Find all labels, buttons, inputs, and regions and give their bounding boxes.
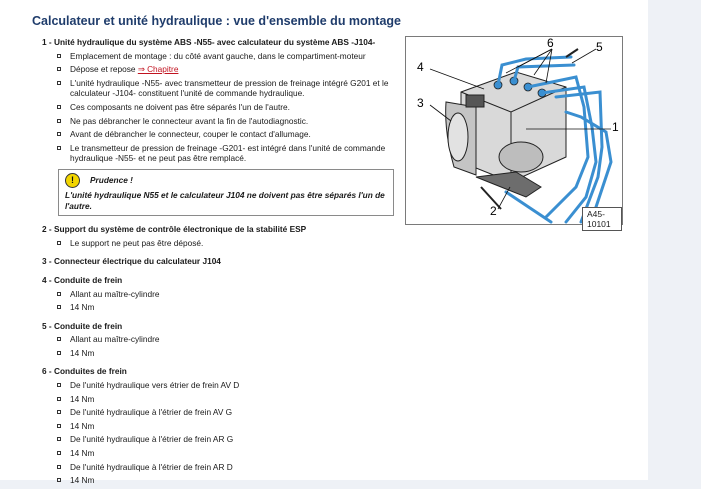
bullet-icon (57, 410, 61, 414)
section-number: 5 - (42, 320, 52, 331)
section-2-heading (42, 224, 404, 235)
section-5-heading (42, 321, 404, 332)
section-1-heading (42, 37, 404, 48)
bullet-icon (57, 146, 61, 150)
list-item: Dépose et repose ⇒ Chapitre (57, 64, 404, 75)
list-item: 14 Nm (57, 448, 404, 459)
bullet-icon (57, 397, 61, 401)
bullet-icon (57, 351, 61, 355)
section-label: Support du système de contrôle électronique de la stabilité ESP (54, 224, 307, 235)
exclamation-icon: ! (65, 173, 80, 188)
list-item: Allant au maître-cylindre (57, 334, 404, 345)
section-2-items (57, 238, 404, 249)
right-margin (648, 0, 701, 480)
abs-unit-drawing (406, 37, 622, 224)
list-item: Emplacement de montage : du côté avant gauche, dans le compartiment-moteur (57, 51, 404, 62)
bullet-icon (57, 81, 61, 85)
parts-list (32, 37, 404, 489)
section-number: 4 - (42, 274, 52, 285)
bullet-icon (57, 424, 61, 428)
section-6-items (57, 380, 404, 486)
list-item: De l'unité hydraulique à l'étrier de frein AR G (57, 434, 404, 445)
bullet-icon (57, 67, 61, 71)
bullet-icon (57, 437, 61, 441)
section-label: Conduite de frein (54, 274, 123, 285)
list-item: 14 Nm (57, 475, 404, 486)
callout-2: 2 (490, 204, 497, 218)
list-item: Ne pas débrancher le connecteur avant la fin de l'autodiagnostic. (57, 116, 404, 127)
bullet-icon (57, 451, 61, 455)
list-item: 14 Nm (57, 348, 404, 359)
callout-6: 6 (547, 36, 554, 50)
callout-1: 1 (612, 120, 619, 134)
bullet-icon (57, 465, 61, 469)
list-item: De l'unité hydraulique à l'étrier de frein AV G (57, 407, 404, 418)
list-item: De l'unité hydraulique à l'étrier de frein AR D (57, 462, 404, 473)
bullet-icon (57, 337, 61, 341)
caution-box (58, 169, 394, 216)
section-label: Conduites de frein (54, 366, 127, 377)
bullet-icon (57, 292, 61, 296)
chapter-link[interactable]: ⇒ Chapitre (137, 64, 179, 75)
list-item: De l'unité hydraulique vers étrier de frein AV D (57, 380, 404, 391)
abs-unit-illustration (405, 36, 623, 229)
list-item: Ces composants ne doivent pas être séparés l'un de l'autre. (57, 102, 404, 113)
section-label: Unité hydraulique du système ABS -N55- avec calculateur du système ABS -J104- (54, 37, 376, 47)
list-item: Le support ne peut pas être déposé. (57, 238, 404, 249)
bullet-icon (57, 478, 61, 482)
section-number: 6 - (42, 366, 52, 377)
callout-5: 5 (596, 40, 603, 54)
section-4-heading (42, 275, 404, 286)
callout-3: 3 (417, 96, 424, 110)
bullet-icon (57, 119, 61, 123)
section-label: Conduite de frein (54, 320, 123, 331)
list-item: Avant de débrancher le connecteur, couper le contact d'allumage. (57, 129, 404, 140)
list-item: 14 Nm (57, 302, 404, 313)
list-item: 14 Nm (57, 421, 404, 432)
section-4-items (57, 289, 404, 313)
bullet-icon (57, 305, 61, 309)
list-item: Allant au maître-cylindre (57, 289, 404, 300)
section-3-heading (42, 256, 404, 267)
page-title: Calculateur et unité hydraulique : vue d'ensemble du montage (32, 14, 402, 28)
list-item: 14 Nm (57, 394, 404, 405)
section-label: Connecteur électrique du calculateur J104 (54, 256, 221, 267)
section-number: 1 - (42, 37, 52, 47)
bullet-icon (57, 132, 61, 136)
figure-reference: A45-10101 (582, 207, 622, 231)
section-number: 2 - (42, 224, 52, 235)
list-item: L'unité hydraulique -N55- avec transmetteur de pression de freinage intégré G201 et le calculateur -J104- constituent l'unité de commande hydraulique. (57, 78, 404, 99)
bullet-icon (57, 54, 61, 58)
section-1-items (57, 51, 404, 164)
callout-4: 4 (417, 60, 424, 74)
list-item: Le transmetteur de pression de freinage -G201- est intégré dans l'unité de commande hydraulique -N55- et ne peut pas être remplacé. (57, 143, 404, 164)
section-6-heading (42, 366, 404, 377)
bullet-icon (57, 383, 61, 387)
bullet-icon (57, 105, 61, 109)
caution-header (65, 173, 387, 188)
bullet-icon (57, 241, 61, 245)
caution-title: Prudence ! (90, 175, 133, 186)
section-5-items (57, 334, 404, 358)
section-number: 3 - (42, 256, 52, 267)
caution-text: L'unité hydraulique N55 et le calculateur J104 ne doivent pas être séparés l'un de l'autre. (65, 189, 385, 211)
